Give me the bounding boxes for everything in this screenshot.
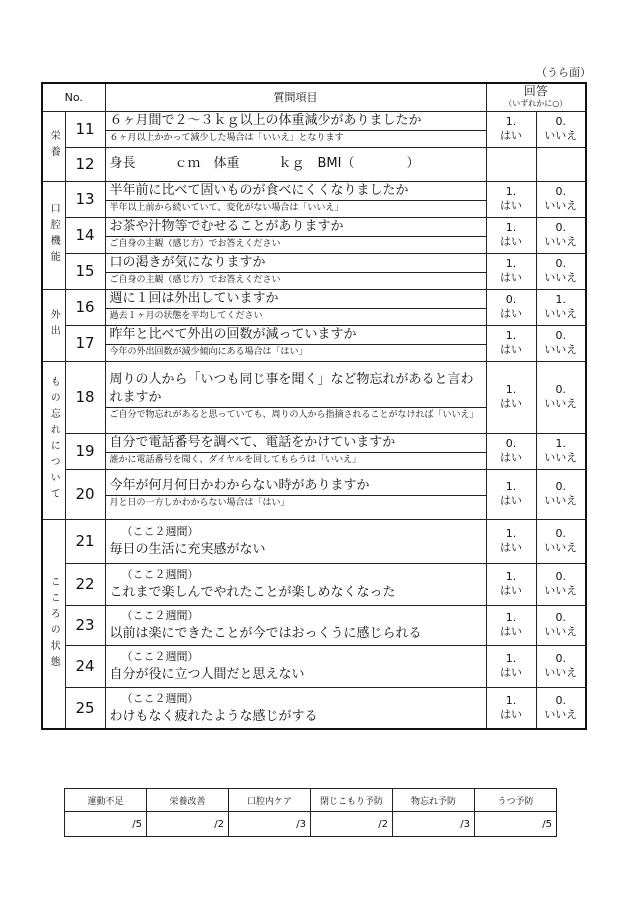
summary-label: 閉じこもり予防 xyxy=(311,789,393,812)
answer-yes[interactable] xyxy=(486,469,536,519)
answer-yes[interactable] xyxy=(486,147,536,181)
question-note: 誰かに電話番号を聞く、ダイヤルを回してもらうは「いいえ」 xyxy=(106,452,486,468)
answer-label: いいえ xyxy=(544,584,578,597)
question-period: （ここ２週間） xyxy=(121,650,199,663)
answer-value: 0. xyxy=(555,693,567,707)
question-number: 25 xyxy=(65,687,105,729)
answer-value: 1. xyxy=(505,257,517,270)
answer-value: 0. xyxy=(555,185,567,198)
category-label xyxy=(42,111,65,181)
answer-yes[interactable] xyxy=(486,111,536,147)
answer-label: はい xyxy=(500,666,523,679)
category-label xyxy=(42,181,65,289)
question-period: （ここ２週間） xyxy=(121,568,199,581)
question-row xyxy=(42,687,586,729)
question-text: ６ヶ月間で２〜３ｋｇ以上の体重減少がありましたか xyxy=(109,113,422,128)
question-cell xyxy=(105,181,486,217)
answer-no[interactable] xyxy=(536,469,586,519)
answer-value: 0. xyxy=(555,480,567,493)
question-row xyxy=(42,519,586,563)
question-number: 21 xyxy=(65,519,105,563)
question-cell xyxy=(105,433,486,469)
answer-label: いいえ xyxy=(544,271,578,284)
summary-label: 運動不足 xyxy=(65,789,147,812)
answer-no[interactable] xyxy=(536,519,586,563)
answer-label: はい xyxy=(500,271,523,284)
question-text: 自分が役に立つ人間だと思えない xyxy=(109,667,305,682)
question-text: 自分で電話番号を調べて、電話をかけていますか xyxy=(109,435,396,450)
question-row xyxy=(42,147,586,181)
answer-label: はい xyxy=(500,343,523,356)
category-text: こころの状態 xyxy=(48,575,60,672)
answer-label: 回答 xyxy=(523,84,548,99)
question-text: 身長 ｃｍ 体重 ｋｇ BMI（ ） xyxy=(109,156,420,171)
question-note: 半年以上前から続いていて、変化がない場合は「いいえ」 xyxy=(106,200,486,216)
answer-value: 0. xyxy=(555,221,567,234)
answer-value: 1. xyxy=(505,480,517,493)
answer-value: 1. xyxy=(505,115,517,128)
answer-label: はい xyxy=(500,541,523,554)
answer-value: 1. xyxy=(505,185,517,198)
question-note: ご自分で物忘れがあると思っていても、周りの人から指摘されることがなければ「いいえ」 xyxy=(106,407,486,423)
answer-yes[interactable] xyxy=(486,217,536,253)
question-row xyxy=(42,181,586,217)
question-note: 月と日の一方しかわからない場合は「はい」 xyxy=(106,495,486,511)
question-cell xyxy=(105,519,486,563)
answer-no[interactable] xyxy=(536,147,586,181)
question-text: お茶や汁物等でむせることがありますか xyxy=(109,219,344,234)
answer-yes[interactable] xyxy=(486,325,536,361)
question-cell xyxy=(105,605,486,645)
answer-value: 1. xyxy=(505,570,517,583)
question-row xyxy=(42,605,586,645)
answer-label: いいえ xyxy=(544,707,578,721)
answer-label: いいえ xyxy=(544,343,578,356)
question-cell xyxy=(105,687,486,729)
category-label xyxy=(42,519,65,729)
answer-no[interactable] xyxy=(536,217,586,253)
category-text: 栄養 xyxy=(48,130,60,162)
question-row xyxy=(42,433,586,469)
answer-yes[interactable] xyxy=(486,181,536,217)
answer-value: 1. xyxy=(505,693,517,707)
summary-score[interactable]: /5 xyxy=(65,812,147,837)
question-row xyxy=(42,111,586,147)
answer-label: はい xyxy=(500,707,523,721)
answer-note: （いずれかに○） xyxy=(504,99,568,109)
question-row xyxy=(42,645,586,687)
question-row xyxy=(42,361,586,433)
question-number: 18 xyxy=(65,361,105,433)
question-note: ご自身の主観（感じ方）でお答えください xyxy=(106,272,486,288)
question-text: 週に１回は外出していますか xyxy=(109,291,279,306)
question-number: 20 xyxy=(65,469,105,519)
answer-label: いいえ xyxy=(544,235,578,248)
question-note: 過去１ヶ月の状態を平均してください xyxy=(106,308,486,324)
category-label xyxy=(42,289,65,361)
questionnaire-table xyxy=(41,82,587,730)
question-cell xyxy=(105,563,486,605)
answer-label: いいえ xyxy=(544,307,578,320)
summary-label: うつ予防 xyxy=(475,789,557,812)
answer-label: いいえ xyxy=(544,129,578,142)
answer-yes[interactable] xyxy=(486,687,536,729)
answer-label: はい xyxy=(500,451,523,464)
answer-value: 0. xyxy=(555,115,567,128)
question-note: ６ヶ月以上かかって減少した場合は「いいえ」となります xyxy=(106,130,486,146)
question-period: （ここ２週間） xyxy=(121,691,199,705)
answer-yes[interactable] xyxy=(486,289,536,325)
answer-value: 1. xyxy=(505,611,517,624)
answer-no[interactable] xyxy=(536,253,586,289)
answer-no[interactable] xyxy=(536,289,586,325)
question-row xyxy=(42,469,586,519)
question-row xyxy=(42,325,586,361)
answer-label: はい xyxy=(500,235,523,248)
score-summary-table xyxy=(64,788,557,837)
answer-no[interactable] xyxy=(536,325,586,361)
header-no: No. xyxy=(42,83,105,111)
answer-yes[interactable] xyxy=(486,563,536,605)
question-cell xyxy=(105,111,486,147)
answer-value: 0. xyxy=(555,383,567,396)
answer-yes[interactable] xyxy=(486,605,536,645)
answer-value: 1. xyxy=(505,329,517,342)
answer-value: 1. xyxy=(555,437,567,450)
summary-score[interactable]: /2 xyxy=(147,812,229,837)
answer-value: 0. xyxy=(555,611,567,624)
question-number: 11 xyxy=(65,111,105,147)
answer-label: はい xyxy=(500,199,523,212)
answer-label: いいえ xyxy=(544,541,578,554)
answer-yes[interactable] xyxy=(486,253,536,289)
question-note: 今年の外出回数が減少傾向にある場合は「はい」 xyxy=(106,344,486,360)
header-question: 質問項目 xyxy=(105,83,486,111)
answer-label: はい xyxy=(500,625,523,638)
question-number: 14 xyxy=(65,217,105,253)
answer-value: 0. xyxy=(555,329,567,342)
question-number: 13 xyxy=(65,181,105,217)
answer-label: はい xyxy=(500,397,523,410)
summary-score[interactable]: /3 xyxy=(393,812,475,837)
answer-yes[interactable] xyxy=(486,645,536,687)
category-text: 口腔機能 xyxy=(48,203,60,267)
answer-value: 0. xyxy=(555,257,567,270)
question-cell xyxy=(105,289,486,325)
question-number: 17 xyxy=(65,325,105,361)
answer-label: いいえ xyxy=(544,451,578,464)
category-label xyxy=(42,361,65,519)
question-text: 半年前に比べて固いものが食べにくくなりましたか xyxy=(109,183,409,198)
question-note: ご自身の主観（感じ方）でお答えください xyxy=(106,236,486,252)
answer-value: 1. xyxy=(505,527,517,540)
question-period: （ここ２週間） xyxy=(121,609,199,622)
question-row xyxy=(42,289,586,325)
question-cell xyxy=(105,217,486,253)
category-text: 外出 xyxy=(48,309,60,341)
answer-value: 0. xyxy=(555,652,567,665)
answer-label: はい xyxy=(500,494,523,507)
answer-value: 1. xyxy=(505,221,517,234)
question-text: 周りの人から「いつも同じ事を聞く」など物忘れがあると言われますか xyxy=(109,372,474,405)
answer-value: 0. xyxy=(555,570,567,583)
question-cell xyxy=(105,253,486,289)
question-number: 19 xyxy=(65,433,105,469)
answer-label: はい xyxy=(500,584,523,597)
question-period: （ここ２週間） xyxy=(121,525,199,538)
summary-label: 物忘れ予防 xyxy=(393,789,475,812)
question-text: 今年が何月何日かわからない時がありますか xyxy=(109,478,370,493)
answer-value: 1. xyxy=(505,383,517,396)
answer-label: いいえ xyxy=(544,397,578,410)
answer-yes[interactable] xyxy=(486,433,536,469)
answer-label: いいえ xyxy=(544,494,578,507)
question-text: 以前は楽にできたことが今ではおっくうに感じられる xyxy=(109,626,422,641)
answer-yes[interactable] xyxy=(486,519,536,563)
question-cell xyxy=(105,469,486,519)
answer-no[interactable] xyxy=(536,111,586,147)
answer-no[interactable] xyxy=(536,181,586,217)
question-row xyxy=(42,563,586,605)
question-text: 口の渇きが気になりますか xyxy=(109,255,266,270)
question-row xyxy=(42,217,586,253)
question-text: 毎日の生活に充実感がない xyxy=(109,542,266,557)
answer-no[interactable] xyxy=(536,645,586,687)
header-answer xyxy=(486,83,586,111)
answer-no[interactable] xyxy=(536,361,586,433)
answer-label: いいえ xyxy=(544,625,578,638)
question-cell xyxy=(105,361,486,433)
question-cell xyxy=(105,325,486,361)
question-text: 昨年と比べて外出の回数が減っていますか xyxy=(109,327,357,342)
answer-label: いいえ xyxy=(544,666,578,679)
question-text: わけもなく疲れたような感じがする xyxy=(109,708,318,724)
answer-no[interactable] xyxy=(536,433,586,469)
question-number: 22 xyxy=(65,563,105,605)
answer-value: 0. xyxy=(555,527,567,540)
answer-value: 0. xyxy=(505,437,517,450)
question-cell xyxy=(105,147,486,181)
question-text: これまで楽しんでやれたことが楽しめなくなった xyxy=(109,585,396,600)
summary-label: 栄養改善 xyxy=(147,789,229,812)
question-row xyxy=(42,253,586,289)
summary-score[interactable]: /3 xyxy=(229,812,311,837)
question-number: 15 xyxy=(65,253,105,289)
answer-no[interactable] xyxy=(536,563,586,605)
summary-score[interactable]: /2 xyxy=(311,812,393,837)
answer-label: はい xyxy=(500,129,523,142)
question-number: 12 xyxy=(65,147,105,181)
answer-value: 0. xyxy=(505,293,517,306)
summary-label: 口腔内ケア xyxy=(229,789,311,812)
page-side-label: （うら面） xyxy=(536,66,591,79)
answer-no[interactable] xyxy=(536,687,586,729)
answer-value: 1. xyxy=(505,652,517,665)
answer-yes[interactable] xyxy=(486,361,536,433)
question-number: 24 xyxy=(65,645,105,687)
answer-label: いいえ xyxy=(544,199,578,212)
question-number: 16 xyxy=(65,289,105,325)
category-text: もの忘れについて xyxy=(48,376,60,504)
answer-value: 1. xyxy=(555,293,567,306)
answer-label: はい xyxy=(500,307,523,320)
question-cell xyxy=(105,645,486,687)
question-number: 23 xyxy=(65,605,105,645)
summary-score[interactable]: /5 xyxy=(475,812,557,837)
answer-no[interactable] xyxy=(536,605,586,645)
